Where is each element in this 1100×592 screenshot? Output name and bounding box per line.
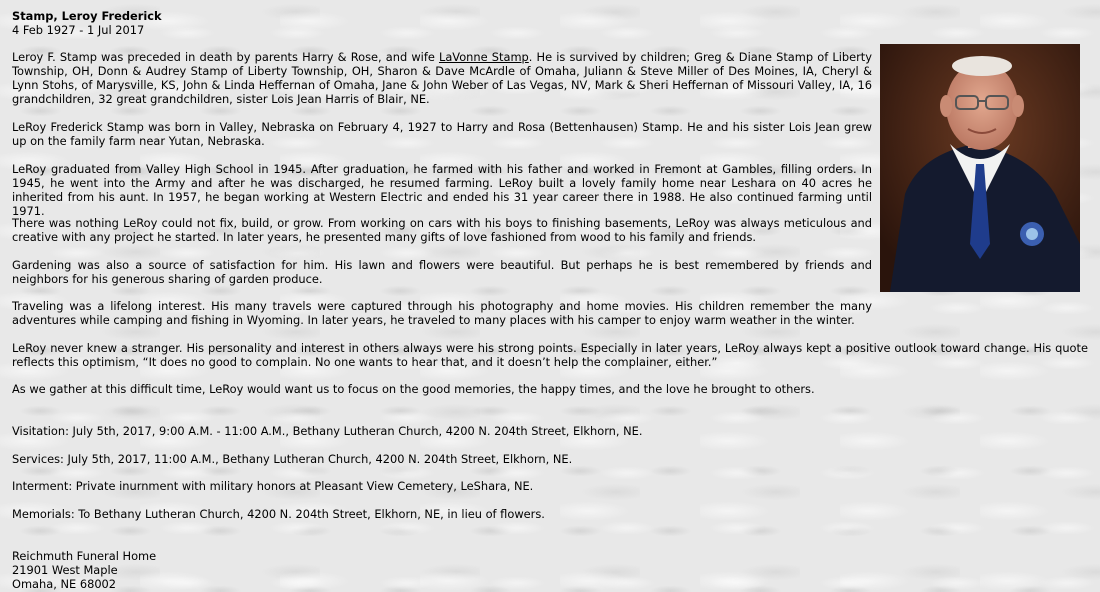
- funeral-home-city: Omaha, NE 68002: [12, 577, 117, 591]
- decedent-name: Stamp, Leroy Frederick: [12, 9, 162, 23]
- memorials-info: Memorials: To Bethany Lutheran Church, 4200 N. 204th Street, Elkhorn, NE, in lieu of flowers.: [12, 507, 545, 521]
- interment-info: Interment: Private inurnment with military honors at Pleasant View Cemetery, LeShara, NE.: [12, 479, 534, 493]
- paragraph-closing: As we gather at this difficult time, LeRoy would want us to focus on the good memories, the happy times, and the love he brought to others.: [12, 382, 815, 396]
- funeral-home-street: 21901 West Maple: [12, 563, 118, 577]
- portrait-photo: [880, 44, 1080, 292]
- visitation-info: Visitation: July 5th, 2017, 9:00 A.M. - 11:00 A.M., Bethany Lutheran Church, 4200 N. 204th Street, Elkhorn, NE.: [12, 424, 643, 438]
- paragraph-craftsmanship: There was nothing LeRoy could not fix, build, or grow. From working on cars with his boys to finishing basements, LeRoy was always meticulous and creative with any project he started. In later years, he presented many gifts of love fashioned from wood to his family and friends.: [12, 216, 872, 244]
- paragraph-survivors: Leroy F. Stamp was preceded in death by parents Harry & Rose, and wife LaVonne Stamp. He is survived by children; Greg & Diane Stamp of Liberty Township, OH, Donn & Audrey Stamp of Liberty Township, OH, Sharon & Dave McArdle of Omaha, Juliann & Steve Miller of Des Moines, IA, Cheryl & Lynn Stohs, of Marysville, KS, John & Linda Heffernan of Omaha, Jane & John Weber of Las Vegas, NV, Mark & Sheri Heffernan of Missouri Valley, IA, 16 grandchildren, 32 great grandchildren, sister Lois Jean Harris of Blair, NE.: [12, 50, 872, 106]
- paragraph-career: LeRoy graduated from Valley High School in 1945. After graduation, he farmed with his father and worked in Fremont at Gambles, filling orders. In 1945, he went into the Army and after he was discharged, he resumed farming. LeRoy built a lovely family home near Leshara on 40 acres he inherited from his aunt. In 1957, he began working at Western Electric and ended his 31 year career there in 1988. He also continued farming until 1971.: [12, 162, 872, 218]
- paragraph-personality: LeRoy never knew a stranger. His personality and interest in others always were his strong points. Especially in later years, LeRoy always kept a positive outlook toward change. His quote reflects this optimism, “It does no good to complain. No one wants to hear that, and it doesn’t help the complainer, either.”: [12, 341, 1088, 369]
- paragraph-gardening: Gardening was also a source of satisfaction for him. His lawn and flowers were beautiful. But perhaps he is best remembered by friends and neighbors for his generous sharing of garden produce.: [12, 258, 872, 286]
- funeral-home-name: Reichmuth Funeral Home: [12, 549, 157, 563]
- life-dates: 4 Feb 1927 - 1 Jul 2017: [12, 23, 145, 37]
- paragraph-travel: Traveling was a lifelong interest. His many travels were captured through his photography and home movies. His children remember the many adventures while camping and fishing in Wyoming. In later years, he traveled to many places with his camper to enjoy warm weather in the winter.: [12, 299, 872, 327]
- paragraph-early-life: LeRoy Frederick Stamp was born in Valley, Nebraska on February 4, 1927 to Harry and Rosa (Bettenhausen) Stamp. He and his sister Lois Jean grew up on the family farm near Yutan, Nebraska.: [12, 120, 872, 148]
- spouse-link[interactable]: LaVonne Stamp: [438, 50, 529, 64]
- services-info: Services: July 5th, 2017, 11:00 A.M., Bethany Lutheran Church, 4200 N. 204th Street, Elkhorn, NE.: [12, 452, 573, 466]
